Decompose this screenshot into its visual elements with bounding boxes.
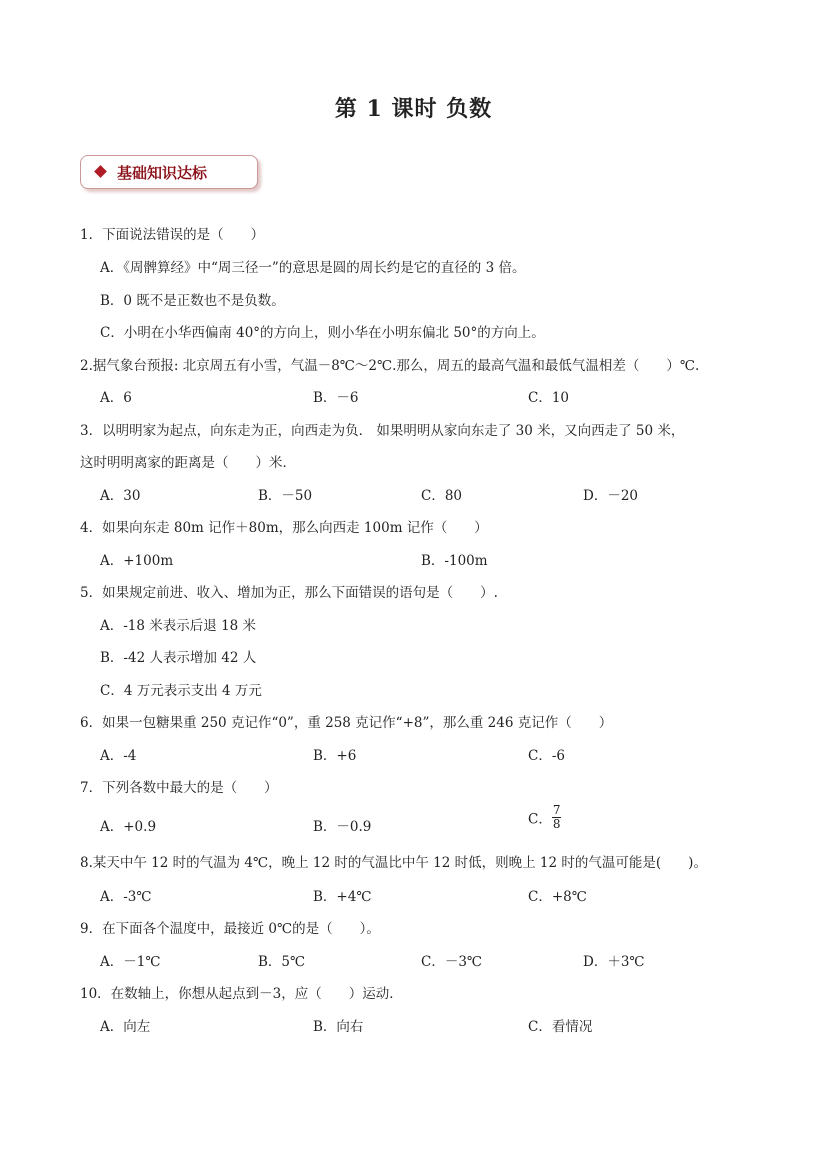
question-10: 10．在数轴上，你想从起点到－3，应（ ）运动． <box>80 986 403 1002</box>
q2-option-c: C．10 <box>528 390 570 406</box>
fraction-numerator: 7 <box>552 803 561 817</box>
q3-option-c: C．80 <box>421 488 463 504</box>
q8-option-c: C．+8℃ <box>528 889 587 905</box>
q1-option-a: A．《周髀算经》中“周三径一”的意思是圆的周长约是它的直径的 3 倍。 <box>100 260 526 276</box>
q8-option-b: B．+4℃ <box>313 889 372 905</box>
q9-option-c: C．－3℃ <box>421 954 483 970</box>
q10-option-c: C．看情况 <box>528 1019 593 1035</box>
q5-option-b: B．-42 人表示增加 42 人 <box>100 650 257 666</box>
q6-option-c: C．-6 <box>528 748 565 764</box>
page-title: 第 1 课时 负数 <box>334 96 493 122</box>
question-6: 6．如果一包糖果重 250 克记作“0”，重 258 克记作“+8”，那么重 246 克记作（ ） <box>80 715 613 731</box>
question-3-cont: 这时明明离家的距离是（ ）米． <box>80 455 296 471</box>
question-8: 8.某天中午 12 时的气温为 4℃，晚上 12 时的气温比中午 12 时低，则晚上 12 时的气温可能是( )。 <box>80 855 707 871</box>
q7-option-c-label: C． <box>528 811 552 828</box>
question-1: 1．下面说法错误的是（ ） <box>80 227 265 243</box>
q7-option-a: A．+0.9 <box>100 819 157 835</box>
diamond-icon <box>94 165 107 178</box>
question-7: 7．下列各数中最大的是（ ） <box>80 780 278 796</box>
question-5: 5．如果规定前进、收入、增加为正，那么下面错误的语句是（ ）. <box>80 585 498 601</box>
section-tag <box>80 155 258 189</box>
q2-option-a: A．6 <box>100 390 132 406</box>
q1-option-b: B．0 既不是正数也不是负数。 <box>100 293 285 309</box>
q10-option-b: B．向右 <box>313 1019 364 1035</box>
q7-option-b: B．－0.9 <box>313 819 372 835</box>
q1-option-c: C．小明在小华西偏南 40°的方向上，则小华在小明东偏北 50°的方向上。 <box>100 325 545 341</box>
section-label: 基础知识达标 <box>117 164 208 182</box>
q6-option-a: A．-4 <box>100 748 137 764</box>
q9-option-a: A．－1℃ <box>100 954 161 970</box>
fraction-denominator: 8 <box>552 817 561 831</box>
q3-option-d: D．－20 <box>583 488 639 504</box>
q5-option-a: A．-18 米表示后退 18 米 <box>100 618 257 634</box>
question-9: 9．在下面各个温度中，最接近 0℃的是（ ）。 <box>80 921 380 937</box>
q4-option-b: B．-100m <box>421 553 488 569</box>
q10-option-a: A．向左 <box>100 1019 151 1035</box>
q3-option-a: A．30 <box>100 488 141 504</box>
q6-option-b: B．+6 <box>313 748 357 764</box>
q8-option-a: A．-3℃ <box>100 889 152 905</box>
question-2: 2.据气象台预报: 北京周五有小雪，气温－8℃～2℃.那么，周五的最高气温和最低气温相差（ ）℃. <box>80 358 700 374</box>
question-3: 3．以明明家为起点，向东走为正，向西走为负． 如果明明从家向东走了 30 米，又向西走了 50 米， <box>80 423 685 439</box>
q9-option-b: B．5℃ <box>258 954 306 970</box>
q4-option-a: A．+100m <box>100 553 174 569</box>
q9-option-d: D．＋3℃ <box>583 954 645 970</box>
q5-option-c: C．4 万元表示支出 4 万元 <box>100 683 262 699</box>
q7-option-c <box>528 804 561 831</box>
fraction <box>552 804 562 831</box>
q2-option-b: B．－6 <box>313 390 359 406</box>
q3-option-b: B．－50 <box>258 488 313 504</box>
question-4: 4．如果向东走 80m 记作＋80m，那么向西走 100m 记作（ ） <box>80 520 488 536</box>
